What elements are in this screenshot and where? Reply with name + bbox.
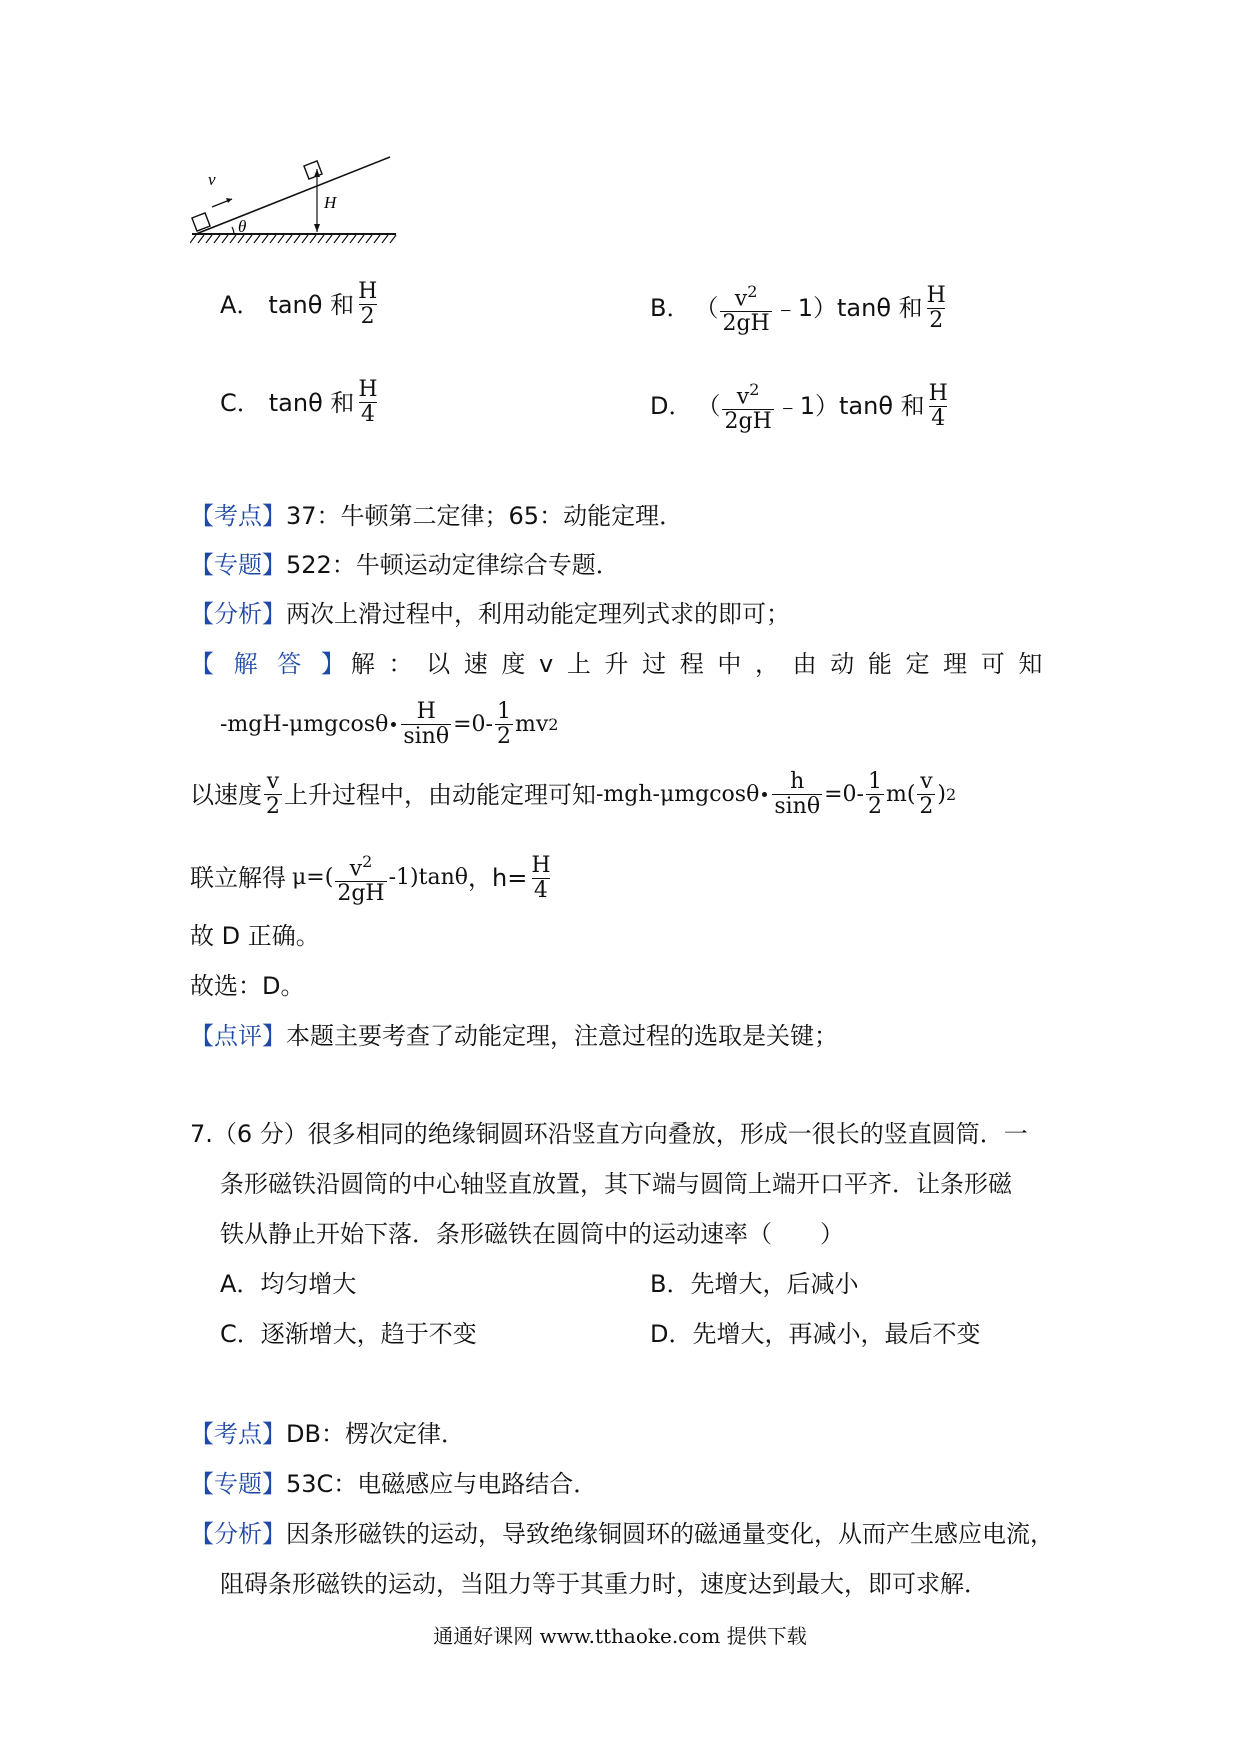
fraction: $\frac{H}{4}$ xyxy=(928,380,948,431)
equation-1: -mgH-μmgcosθ $\frac{H}{\sin\theta}$ =0- $\frac{1}{2}$ mv 2 xyxy=(220,699,559,749)
q7-kaodian: 【考点】DB：楞次定律． xyxy=(190,1420,465,1448)
fraction: $\frac{v}{2}$ xyxy=(266,769,280,819)
fraction: $\frac{v}{2}$ xyxy=(919,769,934,819)
fraction: $\frac{1}{2}$ xyxy=(867,769,882,819)
angle-label: θ xyxy=(238,217,247,236)
q6-option-c: C． tanθ 和 $\frac{H}{4}$ xyxy=(220,377,378,427)
fraction: $\frac{h}{\sin\theta}$ xyxy=(774,769,821,819)
q7-stem-2: 条形磁铁沿圆筒的中心轴竖直放置，其下端与圆筒上端开口平齐．让条形磁 xyxy=(220,1170,1012,1198)
q7-fenxi-cont: 阻碍条形磁铁的运动，当阻力等于其重力时，速度达到最大，即可求解． xyxy=(220,1570,988,1598)
q7-stem-1: 7.（6 分）很多相同的绝缘铜圆环沿竖直方向叠放，形成一很长的竖直圆筒．一 xyxy=(190,1120,1028,1148)
q6-option-d: D． （ $\frac{v^2}{2gH}$ ﹣1）tanθ 和 $\frac{H}{4}$ xyxy=(650,380,948,435)
dot-operator xyxy=(391,722,396,727)
q7-option-c: C．逐渐增大，趋于不变 xyxy=(220,1320,477,1348)
fraction: $\frac{H}{2}$ xyxy=(926,282,946,333)
fraction: $\frac{H}{4}$ xyxy=(531,852,551,903)
equation-2: -mgh-μmgcosθ $\frac{h}{\sin\theta}$ =0- $\frac{1}{2}$ m( $\frac{v}{2}$ ) 2 xyxy=(596,769,957,819)
page-footer: 通通好课网 www.tthaoke.com 提供下载 xyxy=(433,1624,807,1648)
velocity-label: v xyxy=(208,170,216,189)
q6-option-a: A． tanθ 和 $\frac{H}{2}$ xyxy=(220,279,378,329)
q6-dianping: 【点评】本题主要考查了动能定理，注意过程的选取是关键； xyxy=(190,1022,838,1050)
dot-operator xyxy=(762,792,767,797)
q6-conclusion-2: 故选：D。 xyxy=(190,972,305,1000)
q7-option-d: D．先增大，再减小，最后不变 xyxy=(650,1320,981,1348)
q6-conclusion-1: 故 D 正确。 xyxy=(190,922,320,950)
fraction: $\frac{1}{2}$ xyxy=(496,699,511,749)
q6-line-2: 以速度 $\frac{v}{2}$ 上升过程中，由动能定理可知 -mgh-μmgcosθ $\frac{h}{\sin\theta}$ =0- $\frac{1}{2}$ m( $\frac{v}{2}$ ) 2 xyxy=(190,769,957,819)
q7-fenxi: 【分析】因条形磁铁的运动，导致绝缘铜圆环的磁通量变化，从而产生感应电流， xyxy=(190,1520,1054,1548)
q6-option-b: B． （ $\frac{v^2}{2gH}$ ﹣1）tanθ 和 $\frac{H}{2}$ xyxy=(650,282,946,337)
fraction: $\frac{v^2}{2gH}$ xyxy=(722,282,770,337)
fraction: $\frac{H}{\sin\theta}$ xyxy=(403,699,450,749)
fraction: $\frac{H}{2}$ xyxy=(358,279,378,329)
fraction: $\frac{v^2}{2gH}$ xyxy=(724,380,772,435)
height-label: H xyxy=(324,193,337,212)
fraction: $\frac{v^2}{2gH}$ xyxy=(337,852,385,907)
q7-stem-3: 铁从静止开始下落．条形磁铁在圆筒中的运动速率（ ） xyxy=(220,1220,844,1248)
q7-option-a: A．均匀增大 xyxy=(220,1270,357,1298)
q7-option-b: B．先增大，后减小 xyxy=(650,1270,859,1298)
incline-diagram xyxy=(190,155,410,245)
q6-jieda: 【 解 答 】解 ： 以 速 度 v 上 升 过 程 中 ， 由 动 能 定 理 可 知 xyxy=(190,650,1046,678)
q6-line-3: 联立解得 μ=( $\frac{v^2}{2gH}$ -1)tanθ ，h= $\frac{H}{4}$ xyxy=(190,852,551,907)
q6-zhuanti: 【专题】522：牛顿运动定律综合专题． xyxy=(190,551,620,579)
q6-fenxi: 【分析】两次上滑过程中，利用动能定理列式求的即可； xyxy=(190,600,790,628)
fraction: $\frac{H}{4}$ xyxy=(358,377,378,427)
q6-kaodian: 【考点】37：牛顿第二定律；65：动能定理． xyxy=(190,502,684,530)
q7-zhuanti: 【专题】53C：电磁感应与电路结合． xyxy=(190,1470,598,1498)
